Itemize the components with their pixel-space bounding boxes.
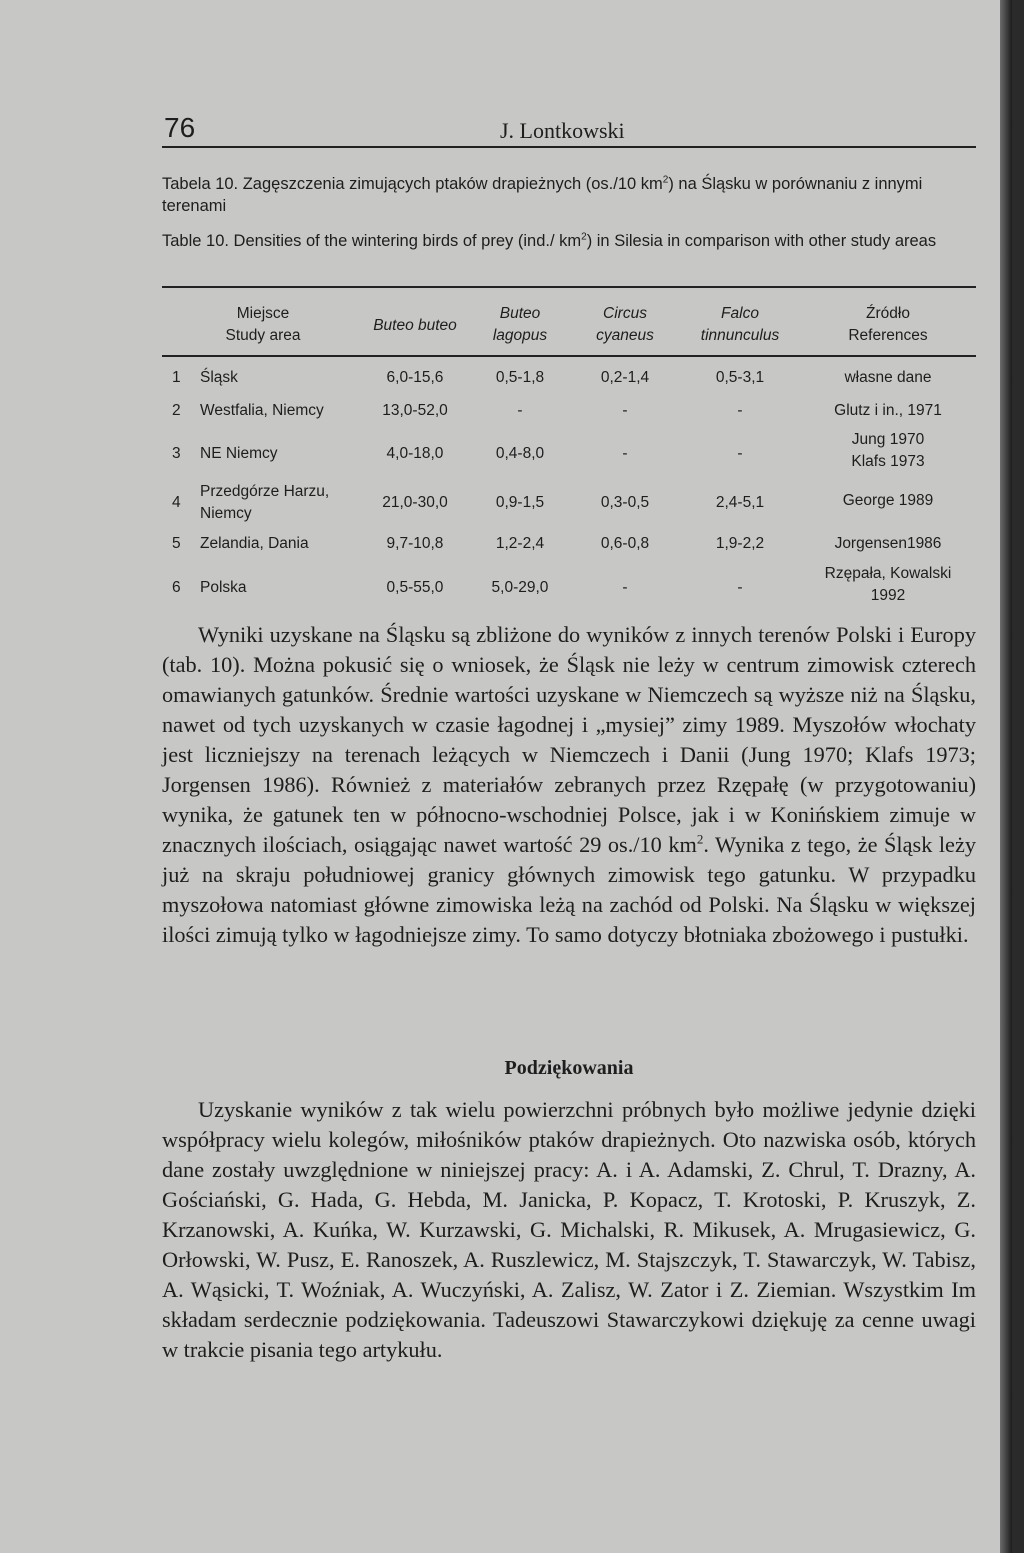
row-circus-cyaneus: 0,3-0,5: [600, 494, 650, 511]
row-buteo-buteo: 13,0-52,0: [382, 402, 448, 419]
row-falco-tinnunculus: 0,5-3,1: [715, 369, 765, 386]
header-circus-2: cyaneus: [596, 327, 654, 344]
table-top-rule: [162, 286, 976, 288]
header-buteo-lagopus-1: Buteo: [499, 305, 541, 322]
header-falco-2: tinnunculus: [700, 327, 780, 344]
row-number: 3: [172, 445, 181, 462]
row-area: Przedgórze Harzu,: [200, 483, 330, 500]
row-number: 2: [172, 402, 181, 419]
row-falco-tinnunculus: -: [737, 579, 743, 596]
row-number: 6: [172, 579, 181, 596]
header-source-pl: Źródło: [866, 305, 910, 322]
row-circus-cyaneus: 0,6-0,8: [600, 535, 650, 552]
header-area-en: Study area: [225, 327, 301, 344]
header-circus-1: Circus: [603, 305, 647, 322]
row-source: własne dane: [844, 369, 932, 386]
row-source: George 1989: [842, 492, 934, 509]
row-source: 1992: [870, 587, 906, 604]
row-area: Zelandia, Dania: [200, 535, 309, 552]
row-buteo-lagopus: 5,0-29,0: [491, 579, 549, 596]
row-area: Polska: [200, 579, 247, 596]
section-heading: Podziękowania: [504, 1057, 634, 1079]
row-source: Jorgensen1986: [834, 535, 942, 552]
row-falco-tinnunculus: 1,9-2,2: [715, 535, 765, 552]
row-falco-tinnunculus: 2,4-5,1: [715, 494, 765, 511]
row-area: Niemcy: [200, 505, 252, 522]
table-caption-pl: Tabela 10. Zagęszczenia zimujących ptaków drapieżnych (os./10 $km^2$) na Śląsku w porównaniu z innymi terenami: [162, 174, 923, 215]
header-buteo-lagopus-2: lagopus: [492, 327, 548, 344]
row-buteo-lagopus: 0,5-1,8: [495, 369, 545, 386]
row-circus-cyaneus: -: [622, 579, 628, 596]
row-area: Śląsk: [200, 369, 238, 386]
row-falco-tinnunculus: -: [737, 445, 743, 462]
row-buteo-buteo: 21,0-30,0: [382, 494, 448, 511]
row-circus-cyaneus: 0,2-1,4: [600, 369, 650, 386]
row-buteo-buteo: 9,7-10,8: [386, 535, 444, 552]
body-paragraph: Wyniki uzyskane na Śląsku są zbliżone do wyników z innych terenów Polski i Europy (tab. 10). Można pokusić się o wniosek, że Śląsk nie leży w centrum zimowisk czterech omawianych gatunków. Średnie wartości uzyskane w Niemczech są wyższe niż na Śląsku, nawet od tych uzyskanych w czasie łagodnej i „mysiej” zimy 1989. Myszołów włochaty jest liczniejszy na terenach leżących w Niemczech i Danii (Jung 1970; Klafs 1973; Jorgensen 1986). Również z materiałów zebranych przez Rzępałę (w przygotowaniu) wynika, że gatunek ten w północno-wschodniej Polsce, jak i w Konińskiem zimuje w znacznych ilościach, osiągając nawet wartość 29 os./10 $km^2$. Wynika z tego, że Śląsk leży już na skraju południowej granicy głównych zimowisk tego gatunku. W przypadku myszołowa natomiast główne zimowiska leżą na zachód od Polski. Na Śląsku w większej ilości zimują tylko w łagodniejsze zimy. To samo dotyczy błotniaka zbożowego i pustułki.: [162, 622, 977, 947]
row-area: Westfalia, Niemcy: [200, 402, 324, 419]
row-buteo-buteo: 4,0-18,0: [386, 445, 444, 462]
row-source: Klafs 1973: [851, 453, 925, 470]
row-number: 5: [172, 535, 181, 552]
table-header-rule: [162, 355, 976, 357]
row-area: NE Niemcy: [200, 445, 278, 462]
row-number: 1: [172, 369, 181, 386]
row-buteo-lagopus: 1,2-2,4: [495, 535, 545, 552]
row-buteo-lagopus: 0,9-1,5: [495, 494, 545, 511]
page-number: 76: [164, 112, 196, 143]
table-caption-en: Table 10. Densities of the wintering birds of prey (ind./ $km^2$) in Silesia in comparison with other study areas: [162, 231, 937, 250]
header-source-en: References: [848, 327, 928, 344]
acknowledgements-paragraph: Uzyskanie wyników z tak wielu powierzchni próbnych było możliwe jedynie dzięki współpracy wielu kolegów, miłośników ptaków drapieżnych. Oto nazwiska osób, których dane zostały uwzględnione w niniejszej pracy: A. i A. Adamski, Z. Chrul, T. Drazny, A. Gościański, G. Hada, G. Hebda, M. Janicka, P. Kopacz, T. Krotoski, P. Kruszyk, Z. Krzanowski, A. Kuńka, W. Kurzawski, G. Michalski, R. Mikusek, A. Mrugasiewicz, G. Orłowski, W. Pusz, E. Ranoszek, A. Ruszlewicz, M. Stajszczyk, T. Stawarczyk, W. Tabisz, A. Wąsicki, T. Woźniak, A. Wuczyński, A. Zalisz, W. Zator i Z. Ziemian. Wszystkim Im składam serdecznie podziękowania. Tadeuszowi Stawarczykowi dziękuję za cenne uwagi w trakcie pisania tego artykułu.: [162, 1097, 976, 1362]
header-falco-1: Falco: [721, 305, 759, 322]
row-source: Jung 1970: [851, 431, 925, 448]
header-area-pl: Miejsce: [236, 305, 290, 322]
row-buteo-buteo: 0,5-55,0: [386, 579, 444, 596]
row-source: Glutz i in., 1971: [834, 402, 942, 419]
page-edge-shadow: [1000, 0, 1012, 1553]
row-circus-cyaneus: -: [622, 445, 628, 462]
header-buteo-buteo: Buteo buteo: [373, 317, 457, 334]
row-buteo-lagopus: 0,4-8,0: [495, 445, 545, 462]
row-buteo-lagopus: -: [517, 402, 523, 419]
row-number: 4: [172, 494, 181, 511]
row-buteo-buteo: 6,0-15,6: [386, 369, 444, 386]
running-header: [162, 112, 976, 148]
row-source: Rzępała, Kowalski: [824, 565, 952, 582]
row-falco-tinnunculus: -: [737, 402, 743, 419]
running-head-author: J. Lontkowski: [500, 118, 625, 143]
row-circus-cyaneus: -: [622, 402, 628, 419]
